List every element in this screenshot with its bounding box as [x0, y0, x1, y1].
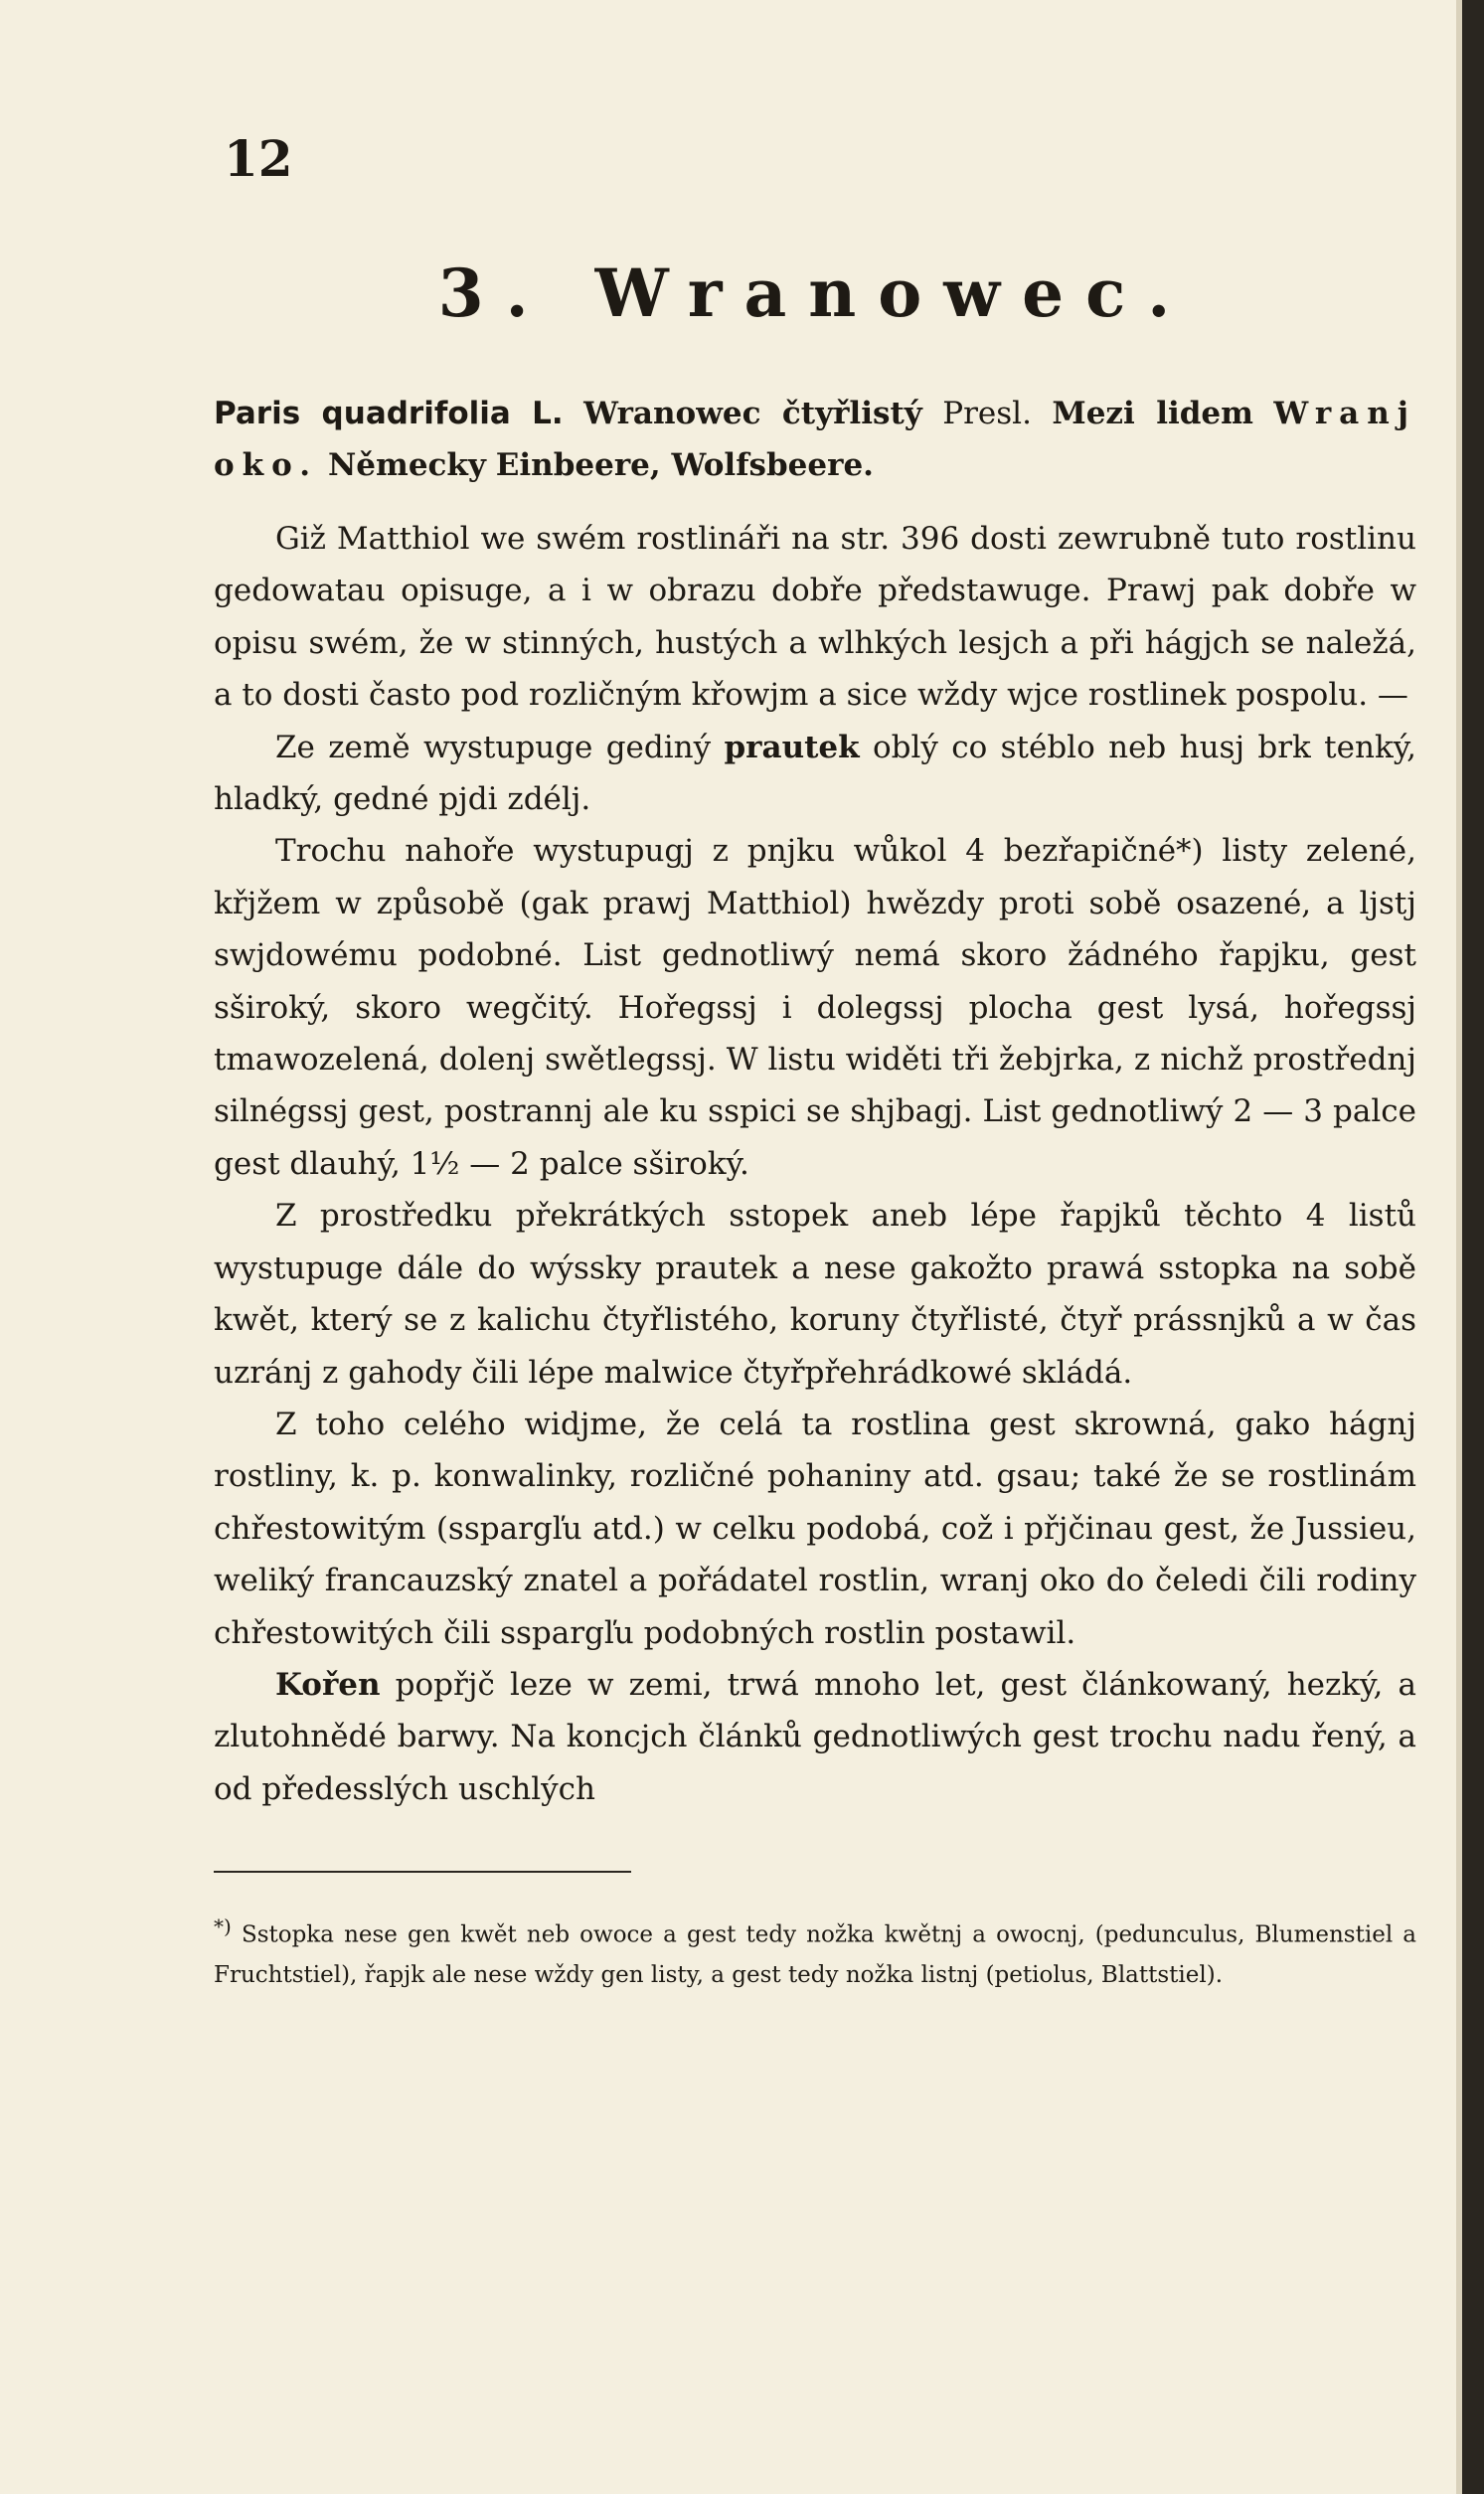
paragraph-6-after: popřjč leze w zemi, trwá mnoho let, gest článkowaný, hezký, a zlutohnědé barwy. Na koncjch článků gednotliwých gest trochu nadu řený, a od předesslých uschlých: [214, 1666, 1416, 1807]
paragraph-2-before: Ze země wystupuge gediný: [275, 729, 712, 765]
german-intro: Německy: [327, 447, 486, 483]
footnote-divider: [214, 1871, 631, 1873]
authority: Presl.: [942, 396, 1032, 431]
term-koren: Kořen: [275, 1666, 381, 1703]
synonymy-block: [214, 388, 1416, 491]
folk-intro: Mezi lidem: [1052, 396, 1253, 431]
page-sheet: [214, 129, 1416, 1995]
scientific-name: Paris quadrifolia L.: [214, 396, 564, 431]
paragraph-2: [214, 722, 1416, 826]
footnote-mark: *): [214, 1914, 232, 1939]
page-number: 12: [224, 129, 293, 188]
paragraph-5: Z toho celého widjme, že celá ta rostlina gest skrowná, gako hágnj rostliny, k. p. konwalinky, rozličné pohaniny atd. gsau; také že se rostlinám chřestowitým (sspargľu atd.) w celku podobá, což i přjčinau gest, že Jussieu, weliký francauzský znatel a pořádatel rostlin, wranj oko do čeledi čili rodiny chřestowitých čili sspargľu podobných rostlin postawil.: [214, 1406, 1416, 1651]
term-prautek: prautek: [724, 729, 860, 765]
footnote-text: Sstopka nese gen kwět neb owoce a gest tedy nožka kwětnj a owocnj, (pedunculus, Blumenstiel a Fruchtstiel), řapjk ale nese wždy gen listy, a gest tedy nožka listnj (petiolus, Blattstiel).: [214, 1921, 1417, 1988]
chapter-title: 3. Wranowec.: [437, 254, 1193, 332]
paragraph-6: [214, 1659, 1416, 1815]
paragraph-4: Z prostředku překrátkých sstopek aneb lépe řapjků těchto 4 listů wystupuge dále do wýssky prautek a nese gakožto prawá sstopka na sobě kwět, který se z kalichu čtyřlistého, koruny čtyřlisté, čtyř prássnjků a w čas uzránj z gahody čili lépe malwice čtyřpřehrádkowé skládá.: [214, 1198, 1416, 1391]
paragraph-1: Giž Matthiol we swém rostlináři na str. 396 dosti zewrubně tuto rostlinu gedowatau opisuge, a i w obrazu dobře předstawuge. Prawj pak dobře w opisu swém, že w stinných, hustých a wlhkých lesjch a při hágjch se naležá, a to dosti často pod rozličným křowjm a sice wždy wjce rostlinek pospolu. —: [214, 521, 1416, 714]
paragraph-3: Trochu nahoře wystupugj z pnjku wůkol 4 bezřapičné*) listy zelené, křjžem w způsobě (gak prawj Matthiol) hwězdy proti sobě osazené, a ljstj swjdowému podobné. List gednotliwý nemá skoro žádného řapjku, gest sširoký, skoro wegčitý. Hořegssj i dolegssj plocha gest lysá, hořegssj tmawozelená, dolenj swětlegssj. W listu widěti tři žebjrka, z nichž prostřednj silnégssj gest, postrannj ale ku sspici se shjbagj. List gednotliwý 2 — 3 palce gest dlauhý, 1½ — 2 palce sširoký.: [214, 833, 1416, 1182]
folk-name: Wranj oko.: [214, 396, 1417, 483]
czech-name: Wranowec čtyřlistý: [583, 396, 922, 431]
page-edge: [1462, 0, 1484, 2494]
paragraph-2-after: oblý co stéblo neb husj brk tenký, hladký, gedné pjdi zdélj.: [214, 729, 1416, 818]
footnote: [214, 1907, 1416, 1995]
german-names: Einbeere, Wolfsbeere.: [495, 447, 874, 483]
